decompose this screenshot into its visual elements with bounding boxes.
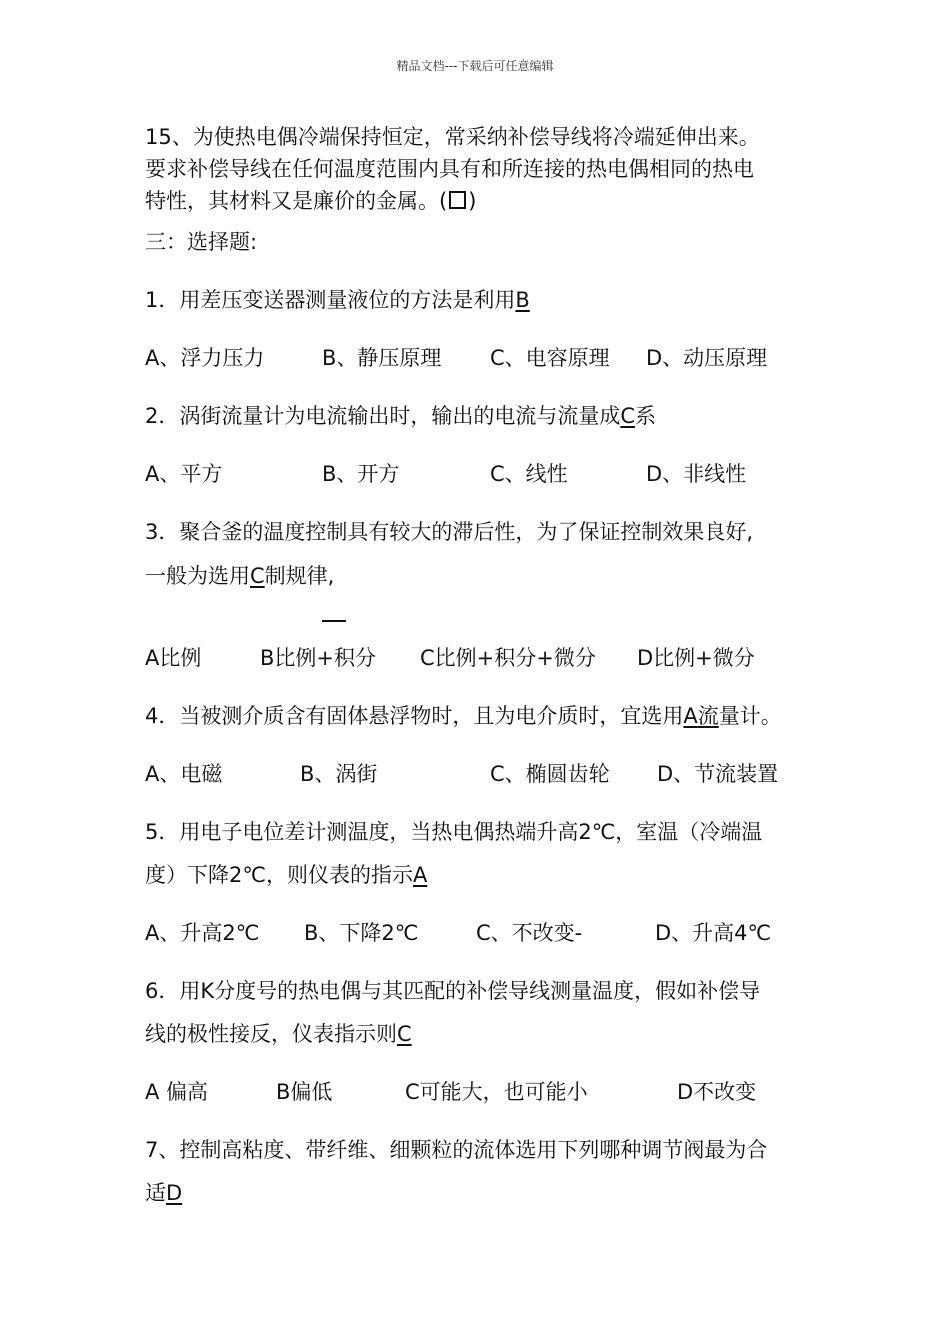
question-3-after: 制规律, [264,564,335,588]
q3-option-a: A比例 [145,646,202,670]
question-4 [145,702,782,730]
q3-option-c: C比例+积分+微分 [420,646,596,670]
question-6-line-2 [145,1020,412,1048]
q6-option-c: C可能大，也可能小 [405,1080,588,1104]
question-1 [145,286,530,314]
statement-line-1: 15、为使热电偶冷端保持恒定，常采纳补偿导线将冷端延伸出来。 [145,125,760,149]
q3-option-b: B比例+积分 [260,646,377,670]
q2-option-c: C、线性 [490,462,568,486]
question-7-line-1: 7、控制高粘度、带纤维、细颗粒的流体选用下列哪种调节阀最为合 [145,1138,768,1162]
q1-option-b: B、静压原理 [322,346,442,370]
question-1-answer: B [515,288,530,312]
q5-option-b: B、下降2℃ [304,921,419,945]
question-4-text: 4．当被测介质含有固体悬浮物时，且为电介质时，宜选用 [145,704,684,728]
question-6-text: 线的极性接反，仪表指示则 [145,1022,397,1046]
q3-option-d: D比例+微分 [637,646,755,670]
question-2-answer: C [620,404,636,428]
question-5-text: 度）下降2℃，则仪表的指示 [145,863,413,887]
question-2-text: 2．涡街流量计为电流输出时，输出的电流与流量成 [145,404,621,428]
q4-option-c: C、椭圆齿轮 [490,762,610,786]
stray-dash-mark [322,620,346,622]
q1-option-d: D、动压原理 [646,346,768,370]
question-2 [145,402,656,430]
question-4-after: 量计。 [718,704,782,728]
statement-line-3-close: ) [468,189,477,213]
question-7-text: 适 [145,1181,166,1205]
statement-line-2: 要求补偿导线在任何温度范围内具有和所连接的热电偶相同的热电 [145,157,754,181]
question-5-answer: A [412,863,428,887]
statement-line-3-text: 特性，其材料又是廉价的金属。( [145,189,448,213]
question-4-answer-letter: A [683,704,698,728]
checkbox-square-icon [449,191,466,209]
question-4-answer-underlined-char: 流 [697,704,719,728]
statement-line-3 [145,187,476,215]
question-5-line-1: 5．用电子电位差计测温度，当热电偶热端升高2℃，室温（冷端温 [145,820,763,844]
q1-option-c: C、电容原理 [490,346,610,370]
question-2-after: 系 [635,404,657,428]
q4-option-a: A、电磁 [145,762,223,786]
q1-option-a: A、浮力压力 [145,346,265,370]
question-4-answer [683,704,718,728]
question-6-line-1: 6．用K分度号的热电偶与其匹配的补偿导线测量温度，假如补偿导 [145,979,761,1003]
q2-option-d: D、非线性 [646,462,747,486]
question-1-text: 1．用差压变送器测量液位的方法是利用 [145,288,516,312]
q5-option-d: D、升高4℃ [655,921,772,945]
question-3-text: 一般为选用 [145,564,250,588]
q4-option-d: D、节流装置 [657,762,779,786]
q5-option-c: C、不改变- [476,921,583,945]
question-3-line-1: 3．聚合釜的温度控制具有较大的滞后性，为了保证控制效果良好, [145,520,754,544]
question-7-answer: D [166,1181,183,1205]
q6-option-d: D不改变 [677,1080,757,1104]
section-title: 三：选择题: [145,230,258,254]
q4-option-b: B、涡街 [300,762,378,786]
q5-option-a: A、升高2℃ [145,921,260,945]
question-6-answer: C [397,1022,412,1046]
q6-option-b: B偏低 [276,1080,333,1104]
question-5-line-2 [145,861,427,889]
q6-option-a: A 偏高 [145,1080,209,1104]
question-3-line-2 [145,562,334,590]
q2-option-a: A、平方 [145,462,223,486]
question-3-answer: C [250,564,265,588]
page-header: 精品文档---下载后可任意编辑 [396,59,554,73]
q2-option-b: B、开方 [322,462,400,486]
question-7-line-2 [145,1179,182,1207]
